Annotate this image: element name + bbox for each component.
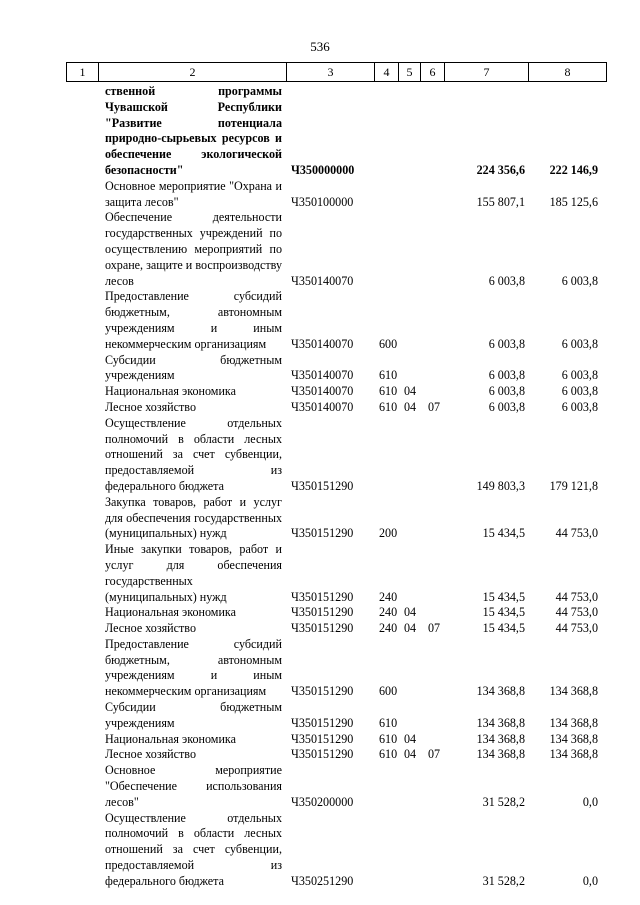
amount-col8-cell: 6 003,8 xyxy=(561,336,598,351)
expense-type-cell: 610 xyxy=(379,731,398,746)
row-name: Осуществление отдельных полномочий в области лесных отношений за счет субвенции, предоставляемой из федерального бюджета xyxy=(105,810,282,888)
code-cell: Ч350151290 xyxy=(291,605,354,620)
table-header xyxy=(66,62,607,82)
amount-col8-cell: 44 753,0 xyxy=(555,621,598,636)
amount-col7-cell: 15 434,5 xyxy=(482,605,525,620)
code-cell: Ч350151290 xyxy=(291,478,354,493)
code-cell: Ч350140070 xyxy=(291,399,354,414)
row-name: Предоставление субсидий бюджетным, автономным учреждениям и иным некоммерческим организациям xyxy=(105,289,282,351)
amount-col7-cell: 15 434,5 xyxy=(482,589,525,604)
code-cell: Ч350140070 xyxy=(291,336,354,351)
row-name: Национальная экономика xyxy=(105,731,236,746)
table-row xyxy=(0,637,640,700)
expense-type-cell: 610 xyxy=(379,715,398,730)
code-cell: Ч350151290 xyxy=(291,715,354,730)
row-name: ственной программы Чувашской Республики "Развитие потенциала природно-сырьевых ресурсов и обеспечение экологической безопасности" xyxy=(105,84,282,177)
section-cell: 04 xyxy=(404,399,417,414)
code-cell: Ч350200000 xyxy=(291,794,354,809)
amount-col8-cell: 6 003,8 xyxy=(561,273,598,288)
subsection-cell: 07 xyxy=(428,747,441,762)
amount-col8-cell: 134 368,8 xyxy=(549,747,598,762)
row-name: Лесное хозяйство xyxy=(105,747,196,762)
amount-col7-cell: 15 434,5 xyxy=(482,621,525,636)
row-name: Обеспечение деятельности государственных учреждений по осуществлению мероприятий по охране, защите и воспроизводству лесов xyxy=(105,210,282,288)
amount-col8-cell: 44 753,0 xyxy=(555,605,598,620)
expense-type-cell: 610 xyxy=(379,747,398,762)
section-cell: 04 xyxy=(404,384,417,399)
table-row xyxy=(0,495,640,542)
header-col-3: 3 xyxy=(286,63,374,81)
table-row xyxy=(0,700,640,732)
amount-col8-cell: 0,0 xyxy=(582,794,598,809)
header-col-8: 8 xyxy=(528,63,607,81)
section-cell: 04 xyxy=(404,747,417,762)
amount-col7-cell: 134 368,8 xyxy=(476,731,525,746)
table-row xyxy=(0,84,640,179)
amount-col8-cell: 0,0 xyxy=(582,873,598,888)
code-cell: Ч350000000 xyxy=(291,162,355,177)
row-name: Предоставление субсидий бюджетным, автономным учреждениям и иным некоммерческим организациям xyxy=(105,636,282,699)
expense-type-cell: 610 xyxy=(379,384,398,399)
amount-col7-cell: 134 368,8 xyxy=(476,715,525,730)
code-cell: Ч350140070 xyxy=(291,368,354,383)
amount-col8-cell: 134 368,8 xyxy=(549,715,598,730)
amount-col8-cell: 44 753,0 xyxy=(555,589,598,604)
row-name: Национальная экономика xyxy=(105,384,236,399)
expense-type-cell: 600 xyxy=(379,336,398,351)
subsection-cell: 07 xyxy=(428,399,441,414)
row-name: Основное мероприятие "Обеспечение использования лесов" xyxy=(105,763,282,809)
amount-col8-cell: 185 125,6 xyxy=(549,194,598,209)
header-col-5: 5 xyxy=(398,63,420,81)
table-row xyxy=(0,179,640,211)
table-row xyxy=(0,542,640,605)
code-cell: Ч350100000 xyxy=(291,194,354,209)
code-cell: Ч350151290 xyxy=(291,589,354,604)
header-col-7: 7 xyxy=(444,63,528,81)
table-row xyxy=(0,621,640,637)
amount-col7-cell: 149 803,3 xyxy=(476,478,525,493)
row-name: Лесное хозяйство xyxy=(105,621,196,636)
table-row xyxy=(0,289,640,352)
code-cell: Ч350151290 xyxy=(291,621,354,636)
code-cell: Ч350140070 xyxy=(291,384,354,399)
section-cell: 04 xyxy=(404,731,417,746)
amount-col7-cell: 134 368,8 xyxy=(476,747,525,762)
expense-type-cell: 200 xyxy=(379,526,398,541)
table-row xyxy=(0,811,640,890)
code-cell: Ч350151290 xyxy=(291,747,354,762)
header-col-1: 1 xyxy=(66,63,98,81)
code-cell: Ч350151290 xyxy=(291,684,354,699)
row-name: Субсидии бюджетным учреждениям xyxy=(105,700,282,730)
table-row xyxy=(0,732,640,748)
amount-col8-cell: 134 368,8 xyxy=(549,684,598,699)
code-cell: Ч350151290 xyxy=(291,731,354,746)
amount-col8-cell: 179 121,8 xyxy=(549,478,598,493)
amount-col8-cell: 44 753,0 xyxy=(555,526,598,541)
amount-col7-cell: 224 356,6 xyxy=(476,162,525,177)
row-name: Национальная экономика xyxy=(105,605,236,620)
table-row xyxy=(0,605,640,621)
subsection-cell: 07 xyxy=(428,621,441,636)
code-cell: Ч350140070 xyxy=(291,273,354,288)
table-body xyxy=(0,84,640,890)
amount-col7-cell: 155 807,1 xyxy=(476,194,525,209)
row-name: Закупка товаров, работ и услуг для обеспечения государственных (муниципальных) нужд xyxy=(105,494,282,541)
row-name: Иные закупки товаров, работ и услуг для обеспечения государственных (муниципальных) нужд xyxy=(105,542,282,604)
amount-col7-cell: 6 003,8 xyxy=(488,273,525,288)
amount-col7-cell: 6 003,8 xyxy=(488,384,525,399)
code-cell: Ч350151290 xyxy=(291,526,354,541)
amount-col7-cell: 15 434,5 xyxy=(482,526,525,541)
page-number: 536 xyxy=(310,39,330,54)
header-col-6: 6 xyxy=(420,63,444,81)
header-col-2: 2 xyxy=(98,63,286,81)
row-name: Основное мероприятие "Охрана и защита лесов" xyxy=(105,178,282,209)
amount-col8-cell: 6 003,8 xyxy=(561,384,598,399)
amount-col7-cell: 134 368,8 xyxy=(476,684,525,699)
table-row xyxy=(0,747,640,763)
amount-col7-cell: 31 528,2 xyxy=(482,794,525,809)
row-name: Лесное хозяйство xyxy=(105,399,196,414)
table-row xyxy=(0,763,640,810)
amount-col8-cell: 134 368,8 xyxy=(549,731,598,746)
expense-type-cell: 240 xyxy=(379,589,398,604)
row-name: Осуществление отдельных полномочий в области лесных отношений за счет субвенции, предоставляемой из федерального бюджета xyxy=(105,415,282,493)
expense-type-cell: 240 xyxy=(379,621,398,636)
header-col-4: 4 xyxy=(374,63,398,81)
table-row xyxy=(0,384,640,400)
amount-col8-cell: 6 003,8 xyxy=(561,399,598,414)
section-cell: 04 xyxy=(404,621,417,636)
amount-col7-cell: 6 003,8 xyxy=(488,399,525,414)
amount-col8-cell: 222 146,9 xyxy=(549,162,598,177)
amount-col7-cell: 6 003,8 xyxy=(488,368,525,383)
amount-col8-cell: 6 003,8 xyxy=(561,368,598,383)
expense-type-cell: 610 xyxy=(379,368,398,383)
code-cell: Ч350251290 xyxy=(291,873,354,888)
amount-col7-cell: 6 003,8 xyxy=(488,336,525,351)
expense-type-cell: 610 xyxy=(379,399,398,414)
amount-col7-cell: 31 528,2 xyxy=(482,873,525,888)
table-row xyxy=(0,210,640,289)
expense-type-cell: 600 xyxy=(379,684,398,699)
table-row xyxy=(0,416,640,495)
table-row xyxy=(0,400,640,416)
section-cell: 04 xyxy=(404,605,417,620)
table-row xyxy=(0,353,640,385)
expense-type-cell: 240 xyxy=(379,605,398,620)
row-name: Субсидии бюджетным учреждениям xyxy=(105,352,282,383)
